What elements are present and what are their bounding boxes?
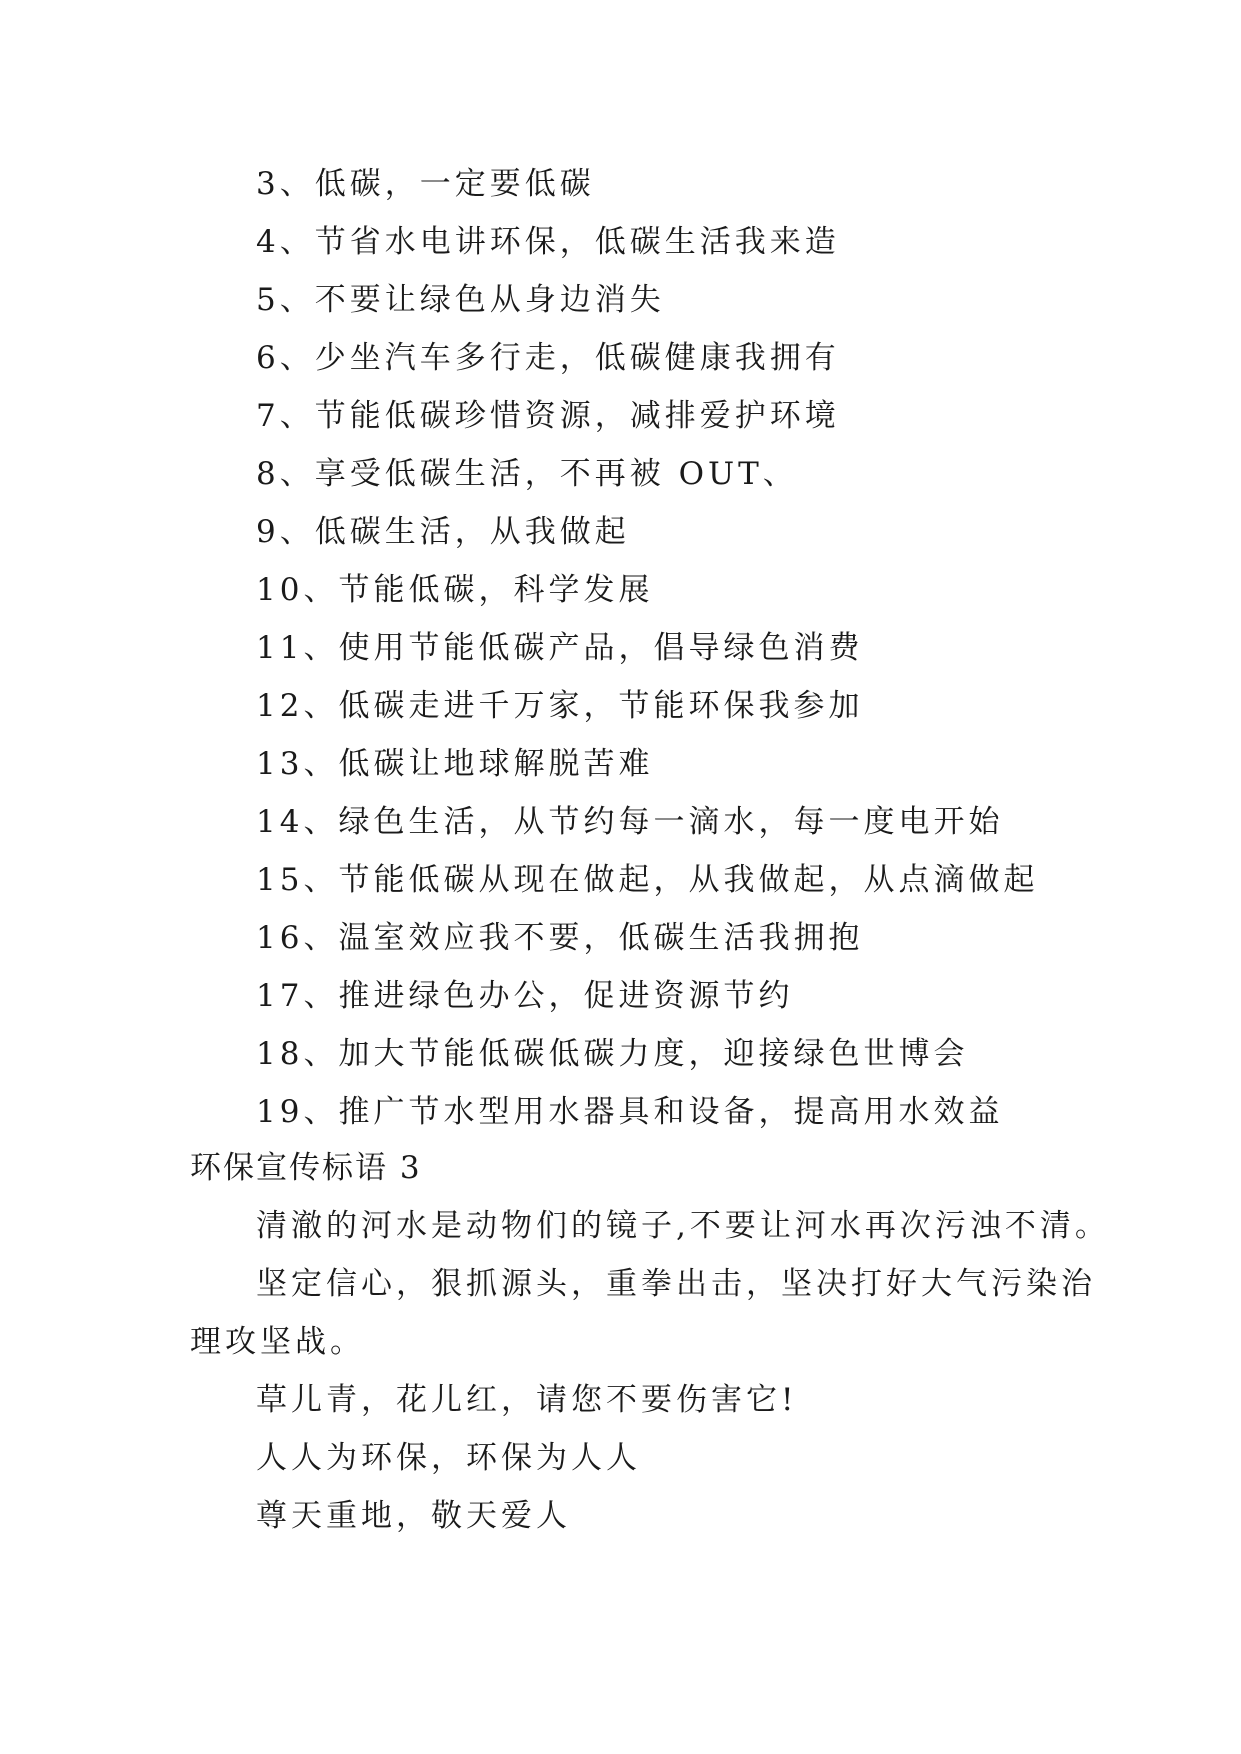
paragraph: 尊天重地，敬天爱人 [256,1498,571,1534]
slogan-item: 15、节能低碳从现在做起，从我做起，从点滴做起 [256,862,1039,898]
slogan-item: 13、低碳让地球解脱苦难 [256,746,654,782]
section-heading: 环保宣传标语 3 [190,1150,422,1186]
paragraph: 坚定信心，狠抓源头，重拳出击，坚决打好大气污染治 [256,1266,1096,1302]
paragraph: 草儿青，花儿红，请您不要伤害它! [256,1382,798,1418]
paragraph: 清澈的河水是动物们的镜子,不要让河水再次污浊不清。 [256,1208,1110,1244]
slogan-item: 12、低碳走进千万家，节能环保我参加 [256,688,864,724]
slogan-item: 3、低碳，一定要低碳 [256,166,595,202]
slogan-item: 9、低碳生活，从我做起 [256,514,630,550]
slogan-item: 6、少坐汽车多行走，低碳健康我拥有 [256,340,840,376]
slogan-item: 19、推广节水型用水器具和设备，提高用水效益 [256,1094,1004,1130]
slogan-item: 14、绿色生活，从节约每一滴水，每一度电开始 [256,804,1004,840]
slogan-item: 5、不要让绿色从身边消失 [256,282,665,318]
slogan-item: 17、推进绿色办公，促进资源节约 [256,978,794,1014]
slogan-item: 7、节能低碳珍惜资源，减排爱护环境 [256,398,840,434]
slogan-item: 11、使用节能低碳产品，倡导绿色消费 [256,630,864,666]
slogan-item: 16、温室效应我不要，低碳生活我拥抱 [256,920,864,956]
slogan-item: 4、节省水电讲环保，低碳生活我来造 [256,224,840,260]
slogan-item: 8、享受低碳生活，不再被 OUT、 [256,456,798,492]
paragraph: 人人为环保，环保为人人 [256,1440,641,1476]
slogan-item: 18、加大节能低碳低碳力度，迎接绿色世博会 [256,1036,969,1072]
slogan-item: 10、节能低碳，科学发展 [256,572,654,608]
paragraph-continuation: 理攻坚战。 [190,1324,365,1360]
